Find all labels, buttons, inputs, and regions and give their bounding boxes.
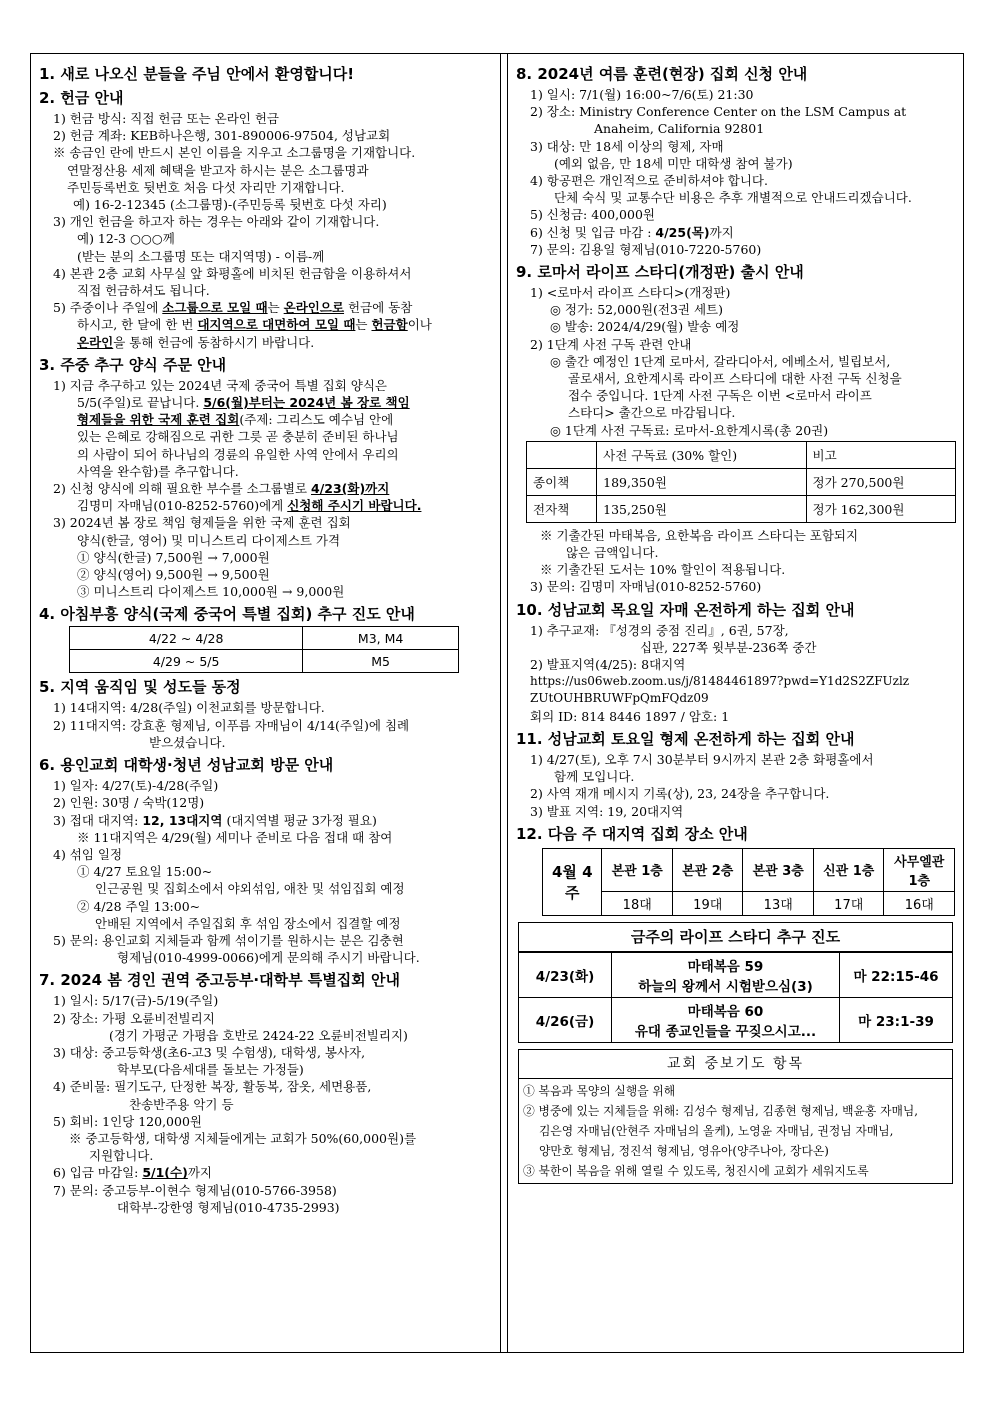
text-line: 2) 11대지역: 강효훈 형제님, 이푸름 자매님이 4/14(주일)에 침례 <box>53 717 410 733</box>
ref-cell: 마 23:1-39 <box>840 997 953 1042</box>
text-line: 마태복음 60 <box>687 1003 764 1020</box>
emphasis: 5/6(월)부터는 2024년 봄 장로 책임 <box>203 395 410 411</box>
text-line: ※ 기출간된 마태복음, 요한복음 라이프 스타디는 포함되지 <box>540 527 859 543</box>
text-line: 예) 16-2-12345 (소그룹명)-(주민등록 뒷번호 다섯 자리) <box>73 197 387 213</box>
text-line: (경기 가평군 가평읍 호반로 2424-22 오륜비전빌리지) <box>109 1027 408 1043</box>
text-line: ※ 11대지역은 4/29(월) 세미나 준비로 다음 접대 때 참여 <box>77 829 393 845</box>
text-line: ※ 기출간된 도서는 10% 할인이 적용됩니다. <box>540 562 786 578</box>
text: (대지역별 평균 3가정 필요) <box>222 812 377 828</box>
text-line <box>39 316 492 333</box>
prayer-item: ② 병중에 있는 지체들을 위해: 김성수 형제님, 김종현 형제님, 백윤홍 자매님, <box>523 1103 918 1118</box>
text: 는 <box>355 317 372 333</box>
right-column <box>507 54 963 1352</box>
table-header: 비고 <box>806 441 955 468</box>
prayer-item: ① 복음과 목양의 실행을 위해 <box>523 1083 676 1098</box>
emphasis: 소그룹으로 모일 때 <box>162 300 268 316</box>
section-7 <box>39 970 492 1216</box>
text-line: 학부모(다음세대를 돌보는 가정들) <box>117 1062 304 1078</box>
section-3 <box>39 355 492 601</box>
section-9 <box>516 262 955 596</box>
emphasis: 신청해 주시기 바랍니다. <box>287 498 422 514</box>
text-line: 유대 종교인들을 꾸짖으시고... <box>634 1023 817 1040</box>
section-1 <box>39 64 492 84</box>
emphasis: 형제들을 위한 국제 훈련 집회 <box>77 412 240 428</box>
text-line: ③ 미니스트리 다이제스트 10,000원 → 9,000원 <box>77 584 345 600</box>
text: 까지 <box>709 224 734 240</box>
section-title: 5. 지역 움직임 및 성도들 동정 <box>39 678 241 697</box>
table-cell: 전자책 <box>527 495 597 522</box>
table-cell: 19대 <box>672 891 743 915</box>
section-title: 2. 헌금 안내 <box>39 89 124 107</box>
text-line <box>39 812 492 829</box>
progress-table <box>69 626 459 673</box>
text-line: 인근공원 및 집회소에서 야외섞임, 애찬 및 섞임집회 예정 <box>95 881 405 897</box>
text-line <box>516 224 955 241</box>
emphasis: 4/25(목) <box>655 224 710 240</box>
box-title: 금주의 라이프 스타디 추구 진도 <box>519 923 952 952</box>
text-line: 골로새서, 요한계시록 라이프 스타디에 대한 사전 구독 신청을 <box>568 371 902 387</box>
text-line: (예외 없음, 만 18세 미만 대학생 참여 불가) <box>554 155 793 171</box>
text-line: 찬송반주용 악기 등 <box>129 1096 234 1112</box>
date-cell: 4/26(금) <box>519 997 612 1042</box>
section-title: 10. 성남교회 목요일 자매 온전하게 하는 집회 안내 <box>516 600 855 619</box>
text: 6) 입금 마감일: <box>53 1165 143 1181</box>
table-header: 본관 3층 <box>743 848 814 891</box>
table-cell: 정가 270,500원 <box>806 468 955 495</box>
text-line: 7) 문의: 김용일 형제님(010-7220-5760) <box>530 241 762 257</box>
text-line: 있는 은혜로 강해짐으로 귀한 그릇 곧 충분히 준비된 하나님 <box>77 429 399 445</box>
table-cell: 16대 <box>884 891 955 915</box>
text-line: 2) 장소: Ministry Conference Center on the LSM Campus at <box>530 104 907 120</box>
text-line: ◎ 발송: 2024/4/29(월) 발송 예정 <box>550 319 740 335</box>
text: (주제: 그리스도 예수님 안에 <box>239 412 394 428</box>
prayer-item-cont: 김은영 자매님(안현주 자매님의 올케), 노영윤 자매님, 권정님 자매님, <box>539 1123 894 1138</box>
table-header: 신관 1층 <box>813 848 884 891</box>
section-title: 1. 새로 나오신 분들을 주님 안에서 환영합니다! <box>39 65 355 83</box>
text-line: 안배된 지역에서 주일집회 후 섞임 장소에서 집결할 예정 <box>95 915 401 931</box>
text-line <box>39 1164 492 1181</box>
text-line: 1) 지금 추구하고 있는 2024년 국제 중국어 특별 집회 양식은 <box>53 377 387 393</box>
text-line <box>39 334 492 351</box>
section-4 <box>39 604 492 673</box>
text-line: 1) 14대지역: 4/28(주일) 이천교회를 방문합니다. <box>53 700 325 716</box>
title-cell <box>612 952 840 997</box>
section-title: 8. 2024년 여름 훈련(현장) 집회 신청 안내 <box>516 65 808 83</box>
text-line: ※ 송금인 란에 반드시 본인 이름을 지우고 소그룹명을 기재합니다. <box>53 145 416 161</box>
prayer-list <box>519 1079 952 1183</box>
text-line: 2) 장소: 가평 오륜비전빌리지 <box>53 1010 215 1026</box>
text-line: 2) 사역 재개 메시지 기록(상), 23, 24장을 추구합니다. <box>530 786 830 802</box>
text-line: Anaheim, California 92801 <box>594 121 765 137</box>
text-line: ① 양식(한글) 7,500원 → 7,000원 <box>77 549 270 565</box>
text: 이나 <box>407 317 432 333</box>
text: 을 통해 헌금에 동참하시기 바랍니다. <box>113 334 315 350</box>
section-title: 11. 성남교회 토요일 형제 온전하게 하는 집회 안내 <box>516 729 855 748</box>
text-line: 1) 일자: 4/27(토)-4/28(주일) <box>53 778 219 794</box>
text-line: 3) 대상: 만 18세 이상의 형제, 자매 <box>530 138 724 154</box>
text-line: 4) 준비물: 필기도구, 단정한 복장, 활동복, 잠옷, 세면용품, <box>53 1079 372 1095</box>
text-line: 4) 항공편은 개인적으로 준비하셔야 합니다. <box>530 173 768 189</box>
title-cell <box>612 997 840 1042</box>
text: 6) 신청 및 입금 마감 : <box>530 224 656 240</box>
text-line: 5) 회비: 1인당 120,000원 <box>53 1113 202 1129</box>
ref-cell: 마 22:15-46 <box>840 952 953 997</box>
text-line <box>39 299 492 316</box>
emphasis: 12, 13대지역 <box>142 812 223 828</box>
text-line: 1) 추구교재: 『성경의 중점 진리』, 6권, 57장, <box>530 622 789 638</box>
text-line: 단체 숙식 및 교통수단 비용은 추후 개별적으로 안내드리겠습니다. <box>554 190 912 206</box>
text-line <box>39 411 492 428</box>
text-line: 1) 헌금 방식: 직접 헌금 또는 온라인 헌금 <box>53 111 279 126</box>
section-12 <box>516 824 955 916</box>
section-title: 6. 용인교회 대학생·청년 성남교회 방문 안내 <box>39 756 334 775</box>
life-study-table <box>519 952 952 1042</box>
text-line: 3) 발표 지역: 19, 20대지역 <box>530 803 684 819</box>
text-line: 3) 개인 헌금을 하고자 하는 경우는 아래와 같이 기재합니다. <box>53 214 380 230</box>
text-line: 2) 인원: 30명 / 숙박(12명) <box>53 795 205 811</box>
text-line <box>39 480 492 497</box>
table-cell: 13대 <box>743 891 814 915</box>
table-cell <box>527 441 597 468</box>
prayer-item: ③ 북한이 복음을 위해 열릴 수 있도록, 청진시에 교회가 세워지도록 <box>523 1163 869 1178</box>
table-cell: 135,250원 <box>597 495 806 522</box>
text-line: ※ 중고등학생, 대학생 지체들에게는 교회가 50%(60,000원)를 <box>69 1130 417 1146</box>
text-line: 3) 2024년 봄 장로 책임 형제들을 위한 국제 훈련 집회 <box>53 515 351 531</box>
text-line: 2) 1단계 사전 구독 관련 안내 <box>530 336 692 352</box>
table-row <box>527 441 956 468</box>
emphasis: 대지역으로 대면하여 모일 때 <box>197 317 356 333</box>
section-title: 9. 로마서 라이프 스타디(개정판) 출시 안내 <box>516 263 804 282</box>
text-line: ① 4/27 토요일 15:00~ <box>77 864 213 880</box>
table-header: 본관 1층 <box>602 848 673 891</box>
emphasis: 4/23(화)까지 <box>311 481 390 497</box>
text-line: 1) 일시: 7/1(월) 16:00~7/6(토) 21:30 <box>530 87 754 102</box>
section-11 <box>516 729 955 820</box>
emphasis: 온라인 <box>77 334 114 350</box>
text-line: 하늘의 왕께서 시험받으심(3) <box>638 978 813 995</box>
table-cell: 정가 162,300원 <box>806 495 955 522</box>
text-line: 양식(한글, 영어) 및 미니스트리 다이제스트 가격 <box>77 532 341 548</box>
date-cell: 4/23(화) <box>519 952 612 997</box>
table-row <box>519 997 952 1042</box>
text-line: 1) 4/27(토), 오후 7시 30분부터 9시까지 본관 2층 화평홀에서 <box>530 751 874 767</box>
text-line: (받는 분의 소그룹명 또는 대지역명) - 이름-께 <box>77 248 325 264</box>
prayer-item-cont: 양만호 형제님, 정진석 형제님, 영유아(양주나아, 장다온) <box>539 1143 829 1158</box>
prayer-box <box>518 1049 953 1184</box>
text: 2) 신청 양식에 의해 필요한 부수를 소그룹별로 <box>53 481 311 497</box>
table-row <box>527 495 956 522</box>
text: 헌금에 동참 <box>344 300 413 316</box>
text-line: ◎ 출간 예정인 1단계 로마서, 갈라디아서, 에베소서, 빌립보서, <box>550 353 891 369</box>
text: 는 <box>267 300 284 316</box>
table-row <box>70 650 459 673</box>
text-line: 5) 신청금: 400,000원 <box>530 207 655 223</box>
text-line: ② 4/28 주일 13:00~ <box>77 898 201 914</box>
text-line: ② 양식(영어) 9,500원 → 9,500원 <box>77 567 270 583</box>
text-line: 3) 문의: 김명미 자매님(010-8252-5760) <box>530 579 762 595</box>
text-line: 마태복음 59 <box>687 958 764 975</box>
table-cell: 종이책 <box>527 468 597 495</box>
text-line: 사역을 완수함)를 추구합니다. <box>77 463 239 479</box>
text-line: 의 사람이 되어 하나님의 경륜의 유일한 사역 안에서 우리의 <box>77 446 399 462</box>
text-line: 접수 중입니다. 1단계 사전 구독은 이번 <로마서 라이프 <box>568 388 872 404</box>
section-title: 7. 2024 봄 경인 권역 중고등부·대학부 특별집회 안내 <box>39 971 400 990</box>
emphasis: 온라인으로 <box>283 300 345 316</box>
box-title: 교회 중보기도 항목 <box>519 1050 952 1079</box>
table-cell: 189,350원 <box>597 468 806 495</box>
section-title: 4. 아침부흥 양식(국제 중국어 특별 집회) 추구 진도 안내 <box>39 605 415 624</box>
life-study-box <box>518 922 953 1043</box>
text-line: 예) 12-3 ○○○께 <box>77 231 175 247</box>
section-10 <box>516 600 955 725</box>
text-line: 5) 문의: 용인교회 지체들과 함께 섞이기를 원하시는 분은 김충현 <box>53 932 404 948</box>
week-cell: 4월 4주 <box>543 848 602 915</box>
bulletin-page <box>30 53 964 1353</box>
table-cell: 4/29 ~ 5/5 <box>70 650 303 673</box>
text-line <box>39 497 492 514</box>
emphasis: 5/1(수) <box>142 1165 188 1181</box>
text: 김명미 자매님(010-8252-5760)에게 <box>77 498 288 514</box>
text-line: 회의 ID: 814 8446 1897 / 암호: 1 <box>530 708 730 724</box>
location-table <box>542 848 955 916</box>
table-cell: M3, M4 <box>303 627 459 650</box>
text: 5/5(주일)로 끝납니다. <box>77 395 204 411</box>
text: 까지 <box>187 1165 212 1181</box>
text-line: 받으셨습니다. <box>149 734 226 750</box>
text-line: ◎ 1단계 사전 구독료: 로마서-요한계시록(총 20권) <box>550 422 829 438</box>
text-line: ◎ 정가: 52,000원(전3권 세트) <box>550 302 724 318</box>
table-row <box>519 952 952 997</box>
text-line: 4) 섞임 일정 <box>53 846 123 862</box>
text-line: 않은 금액입니다. <box>566 545 659 561</box>
section-6 <box>39 755 492 966</box>
section-8 <box>516 64 955 258</box>
subscription-table <box>526 441 956 523</box>
section-2 <box>39 88 492 351</box>
text-line: 주민등록번호 뒷번호 처음 다섯 자리만 기재합니다. <box>67 179 345 195</box>
text-line: 1) 일시: 5/17(금)-5/19(주일) <box>53 993 219 1009</box>
table-cell: 17대 <box>813 891 884 915</box>
text: 5) 주중이나 주일에 <box>53 300 163 316</box>
text-line: 스타디> 출간으로 마감됩니다. <box>568 405 736 421</box>
text-line: 지원합니다. <box>89 1148 154 1164</box>
section-title: 12. 다음 주 대지역 집회 장소 안내 <box>516 824 748 843</box>
text-line: 1) <로마서 라이프 스타디>(개정판) <box>530 285 731 301</box>
text-line: 직접 헌금하셔도 됩니다. <box>77 283 210 299</box>
emphasis: 헌금함 <box>371 317 408 333</box>
section-5 <box>39 677 492 751</box>
text-line: 4) 본관 2층 교회 사무실 앞 화평홀에 비치된 헌금함을 이용하셔서 <box>53 265 412 281</box>
table-cell: M5 <box>303 650 459 673</box>
text-line: 연말정산용 세제 혜택을 받고자 하시는 분은 소그룹명과 <box>67 162 369 178</box>
left-column <box>31 54 501 1352</box>
table-row <box>527 468 956 495</box>
zoom-link-cont[interactable]: ZUtOUHBRUWFpQmFQdz09 <box>530 691 709 706</box>
text-line: 십판, 227쪽 윗부분-236쪽 중간 <box>640 639 817 655</box>
table-row <box>543 848 955 891</box>
text: 하시고, 한 달에 한 번 <box>77 317 198 333</box>
table-cell: 18대 <box>602 891 673 915</box>
text-line: 2) 헌금 계좌: KEB하나은행, 301-890006-97504, 성남교회 <box>53 128 391 144</box>
text-line <box>39 394 492 411</box>
text-line: 7) 문의: 중고등부-이현수 형제님(010-5766-3958) <box>53 1182 337 1198</box>
zoom-link[interactable]: https://us06web.zoom.us/j/81484461897?pwd=Y1d2S2ZFUzlz <box>530 674 910 689</box>
text-line: 3) 대상: 중고등학생(초6-고3 및 수험생), 대학생, 봉사자, <box>53 1044 366 1060</box>
text-line: 2) 발표지역(4/25): 8대지역 <box>530 657 686 673</box>
table-row <box>543 891 955 915</box>
table-header: 사전 구독료 (30% 할인) <box>597 441 806 468</box>
text-line: 형제님(010-4999-0066)에게 문의해 주시기 바랍니다. <box>117 950 420 966</box>
table-header: 본관 2층 <box>672 848 743 891</box>
text-line: 대학부-강한영 형제님(010-4735-2993) <box>117 1199 340 1215</box>
text: 3) 접대 대지역: <box>53 812 143 828</box>
table-header: 사무엘관 1층 <box>884 848 955 891</box>
text-line: 함께 모입니다. <box>554 769 635 785</box>
section-title: 3. 주중 추구 양식 주문 안내 <box>39 355 227 374</box>
table-cell: 4/22 ~ 4/28 <box>70 627 303 650</box>
table-row <box>70 627 459 650</box>
